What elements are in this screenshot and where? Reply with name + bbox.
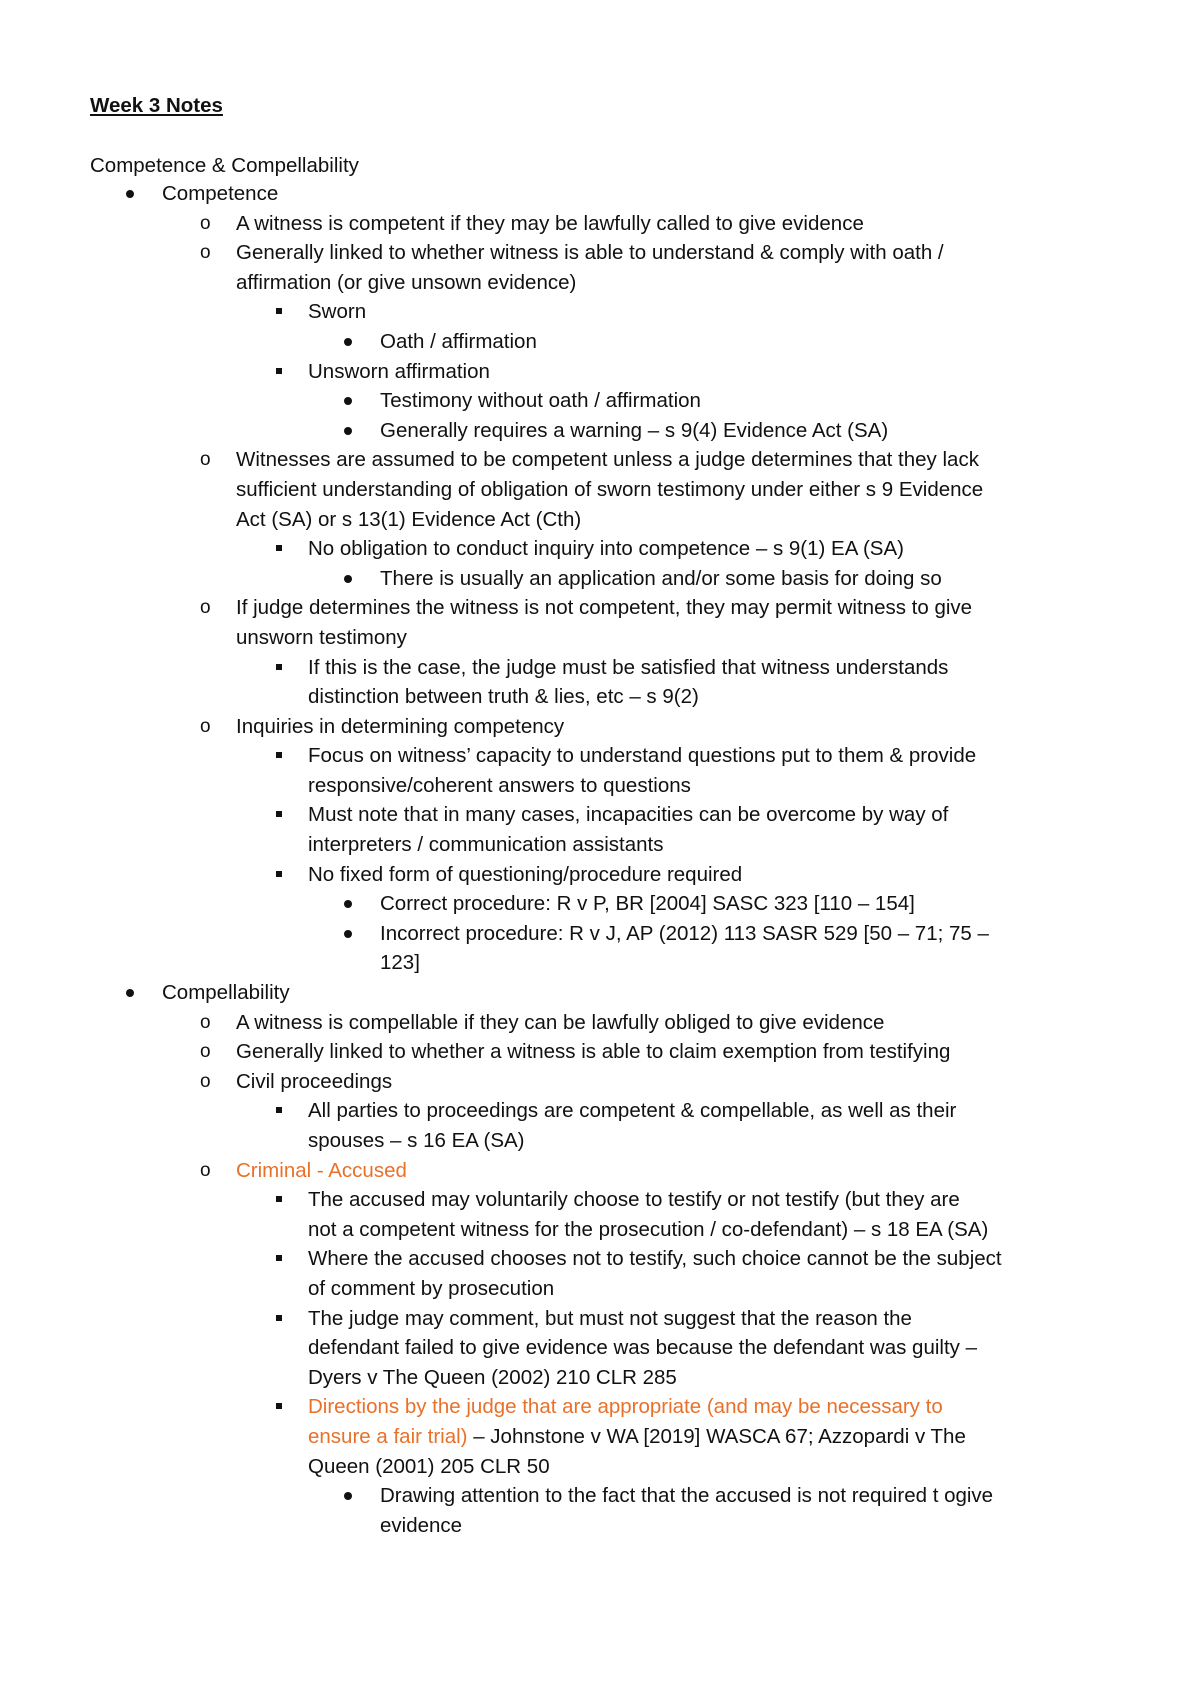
plain-text: Testimony without oath / affirmation xyxy=(380,389,701,413)
line-text xyxy=(308,1423,966,1451)
square-bullet-icon xyxy=(276,811,282,817)
outline-line xyxy=(0,565,1200,595)
line-text xyxy=(308,831,663,859)
line-text xyxy=(308,654,948,682)
line-text xyxy=(308,1127,525,1155)
hollow-bullet-icon: o xyxy=(200,212,211,234)
line-text xyxy=(380,387,701,415)
plain-text: Compellability xyxy=(162,981,290,1005)
outline-line xyxy=(0,269,1200,299)
round-bullet-icon xyxy=(344,930,352,938)
outline-line xyxy=(0,1186,1200,1216)
round-bullet-icon xyxy=(126,190,134,198)
plain-text: Generally linked to whether a witness is able to claim exemption from testifying xyxy=(236,1040,951,1064)
line-text xyxy=(236,269,576,297)
outline-line xyxy=(0,387,1200,417)
line-text xyxy=(380,920,989,948)
round-bullet-icon xyxy=(344,900,352,908)
plain-text: Sworn xyxy=(308,300,367,324)
outline-line xyxy=(0,1157,1200,1187)
plain-text: Act (SA) or s 13(1) Evidence Act (Cth) xyxy=(236,507,582,531)
line-text xyxy=(380,328,537,356)
plain-text: unsworn testimony xyxy=(236,625,407,649)
outline-line xyxy=(0,1364,1200,1394)
plain-text: Generally linked to whether witness is able to understand & comply with oath / xyxy=(236,241,944,265)
plain-text: Generally requires a warning – s 9(4) Evidence Act (SA) xyxy=(380,418,889,442)
line-text xyxy=(380,417,888,445)
line-text xyxy=(236,446,979,474)
square-bullet-icon xyxy=(276,871,282,877)
plain-text: Where the accused chooses not to testify, such choice cannot be the subject xyxy=(308,1247,1002,1271)
plain-text: evidence xyxy=(380,1513,463,1537)
plain-text: The accused may voluntarily choose to testify or not testify (but they are xyxy=(308,1188,960,1212)
square-bullet-icon xyxy=(276,1403,282,1409)
line-text xyxy=(308,1275,554,1303)
square-bullet-icon xyxy=(276,752,282,758)
outline-line xyxy=(0,180,1200,210)
round-bullet-icon xyxy=(344,338,352,346)
line-text xyxy=(162,180,278,208)
line-text xyxy=(380,890,915,918)
round-bullet-icon xyxy=(126,989,134,997)
plain-text: Focus on witness’ capacity to understand questions put to them & provide xyxy=(308,744,977,768)
hollow-bullet-icon: o xyxy=(200,715,211,737)
square-bullet-icon xyxy=(276,1255,282,1261)
plain-text: Dyers v The Queen (2002) 210 CLR 285 xyxy=(308,1365,677,1389)
outline-line xyxy=(0,890,1200,920)
highlighted-text: ensure a fair trial) xyxy=(308,1424,468,1448)
plain-text: defendant failed to give evidence was because the defendant was guilty – xyxy=(308,1336,977,1360)
square-bullet-icon xyxy=(276,368,282,374)
line-text xyxy=(308,683,699,711)
line-text xyxy=(308,535,904,563)
line-text xyxy=(236,1068,392,1096)
square-bullet-icon xyxy=(276,1196,282,1202)
line-text xyxy=(236,1038,950,1066)
plain-text: distinction between truth & lies, etc – s 9(2) xyxy=(308,685,699,709)
round-bullet-icon xyxy=(344,397,352,405)
plain-text: There is usually an application and/or some basis for doing so xyxy=(380,566,942,590)
plain-text: Queen (2001) 205 CLR 50 xyxy=(308,1454,550,1478)
outline-line xyxy=(0,624,1200,654)
plain-text: Drawing attention to the fact that the accused is not required t ogive xyxy=(380,1484,994,1508)
outline-line xyxy=(0,920,1200,950)
outline-line xyxy=(0,949,1200,979)
outline-line xyxy=(0,535,1200,565)
line-text xyxy=(308,1305,912,1333)
outline-line xyxy=(0,1393,1200,1423)
plain-text: Must note that in many cases, incapacities can be overcome by way of xyxy=(308,803,949,827)
outline-line xyxy=(0,1009,1200,1039)
plain-text: interpreters / communication assistants xyxy=(308,833,664,857)
plain-text: A witness is compellable if they can be lawfully obliged to give evidence xyxy=(236,1010,885,1034)
outline-line xyxy=(0,1334,1200,1364)
outline-line xyxy=(0,1512,1200,1542)
outline-line xyxy=(0,239,1200,269)
plain-text: If this is the case, the judge must be satisfied that witness understands xyxy=(308,655,949,679)
line-text xyxy=(308,298,366,326)
line-text xyxy=(308,801,948,829)
plain-text: Witnesses are assumed to be competent unless a judge determines that they lack xyxy=(236,448,979,472)
outline-line xyxy=(0,328,1200,358)
highlighted-text: Criminal - Accused xyxy=(236,1158,407,1182)
hollow-bullet-icon: o xyxy=(200,242,211,264)
line-text xyxy=(380,565,942,593)
plain-text: responsive/coherent answers to questions xyxy=(308,773,691,797)
line-text xyxy=(308,1334,977,1362)
plain-text: All parties to proceedings are competent & compellable, as well as their xyxy=(308,1099,957,1123)
highlighted-text: Directions by the judge that are appropriate (and may be necessary to xyxy=(308,1395,943,1419)
line-text xyxy=(308,358,490,386)
plain-text: Incorrect procedure: R v J, AP (2012) 113 SASR 529 [50 – 71; 75 – xyxy=(380,921,989,945)
plain-text: affirmation (or give unsown evidence) xyxy=(236,270,577,294)
outline-line xyxy=(0,1453,1200,1483)
hollow-bullet-icon: o xyxy=(200,1011,211,1033)
section-heading: Competence & Compellability xyxy=(90,154,359,177)
line-text xyxy=(308,1393,943,1421)
square-bullet-icon xyxy=(276,1107,282,1113)
hollow-bullet-icon: o xyxy=(200,1159,211,1181)
line-text xyxy=(308,861,742,889)
outline-line xyxy=(0,417,1200,447)
line-text xyxy=(308,1097,956,1125)
plain-text: Unsworn affirmation xyxy=(308,359,490,383)
plain-text: Inquiries in determining competency xyxy=(236,714,565,738)
outline-line xyxy=(0,1423,1200,1453)
hollow-bullet-icon: o xyxy=(200,1070,211,1092)
outline-line xyxy=(0,1245,1200,1275)
plain-text: Oath / affirmation xyxy=(380,329,537,353)
outline-line xyxy=(0,1275,1200,1305)
outline-line xyxy=(0,358,1200,388)
line-text xyxy=(162,979,290,1007)
line-text xyxy=(236,210,864,238)
hollow-bullet-icon: o xyxy=(200,1041,211,1063)
outline-line xyxy=(0,1038,1200,1068)
outline-line xyxy=(0,772,1200,802)
line-text xyxy=(236,624,407,652)
plain-text: Competence xyxy=(162,182,279,205)
line-text xyxy=(236,506,581,534)
outline-line xyxy=(0,1216,1200,1246)
line-text xyxy=(236,239,944,267)
outline-line xyxy=(0,654,1200,684)
outline-line xyxy=(0,831,1200,861)
line-text xyxy=(308,1245,1002,1273)
line-text xyxy=(308,1453,550,1481)
line-text xyxy=(380,949,420,977)
outline-line xyxy=(0,683,1200,713)
plain-text: 123] xyxy=(380,951,420,975)
outline-line xyxy=(0,476,1200,506)
plain-text: The judge may comment, but must not suggest that the reason the xyxy=(308,1306,912,1330)
plain-text: Correct procedure: R v P, BR [2004] SASC 323 [110 – 154] xyxy=(380,892,915,916)
outline-line xyxy=(0,446,1200,476)
line-text xyxy=(308,772,691,800)
plain-text: spouses – s 16 EA (SA) xyxy=(308,1129,525,1152)
plain-text: No obligation to conduct inquiry into competence – s 9(1) EA (SA) xyxy=(308,537,904,561)
line-text xyxy=(308,742,976,770)
plain-text: – Johnstone v WA [2019] WASCA 67; Azzopardi v The xyxy=(467,1424,966,1448)
outline-line xyxy=(0,506,1200,536)
square-bullet-icon xyxy=(276,1315,282,1321)
plain-text: No fixed form of questioning/procedure required xyxy=(308,862,743,886)
hollow-bullet-icon: o xyxy=(200,597,211,619)
outline-line xyxy=(0,1127,1200,1157)
outline-line xyxy=(0,1482,1200,1512)
square-bullet-icon xyxy=(276,664,282,670)
line-text xyxy=(308,1364,677,1392)
outline-line xyxy=(0,713,1200,743)
outline-line xyxy=(0,298,1200,328)
line-text xyxy=(380,1482,993,1510)
line-text xyxy=(236,476,983,504)
line-text xyxy=(236,1009,884,1037)
line-text xyxy=(236,713,564,741)
plain-text: not a competent witness for the prosecution / co-defendant) – s 18 EA (SA) xyxy=(308,1217,989,1241)
outline-line xyxy=(0,979,1200,1009)
plain-text: Civil proceedings xyxy=(236,1069,393,1093)
plain-text: A witness is competent if they may be lawfully called to give evidence xyxy=(236,211,864,235)
round-bullet-icon xyxy=(344,427,352,435)
notes-outline xyxy=(0,180,1200,1541)
plain-text: If judge determines the witness is not competent, they may permit witness to give xyxy=(236,596,973,620)
round-bullet-icon xyxy=(344,1492,352,1500)
outline-line xyxy=(0,210,1200,240)
plain-text: of comment by prosecution xyxy=(308,1276,555,1300)
hollow-bullet-icon: o xyxy=(200,449,211,471)
round-bullet-icon xyxy=(344,575,352,583)
outline-line xyxy=(0,861,1200,891)
square-bullet-icon xyxy=(276,545,282,551)
outline-line xyxy=(0,1068,1200,1098)
outline-line xyxy=(0,594,1200,624)
outline-line xyxy=(0,801,1200,831)
outline-line xyxy=(0,742,1200,772)
outline-line xyxy=(0,1097,1200,1127)
outline-line xyxy=(0,1305,1200,1335)
line-text xyxy=(236,1157,407,1185)
square-bullet-icon xyxy=(276,308,282,314)
document-title: Week 3 Notes xyxy=(90,94,223,117)
line-text xyxy=(236,594,972,622)
line-text xyxy=(308,1186,960,1214)
plain-text: sufficient understanding of obligation of sworn testimony under either s 9 Evidence xyxy=(236,477,984,501)
line-text xyxy=(308,1216,988,1244)
line-text xyxy=(380,1512,462,1540)
